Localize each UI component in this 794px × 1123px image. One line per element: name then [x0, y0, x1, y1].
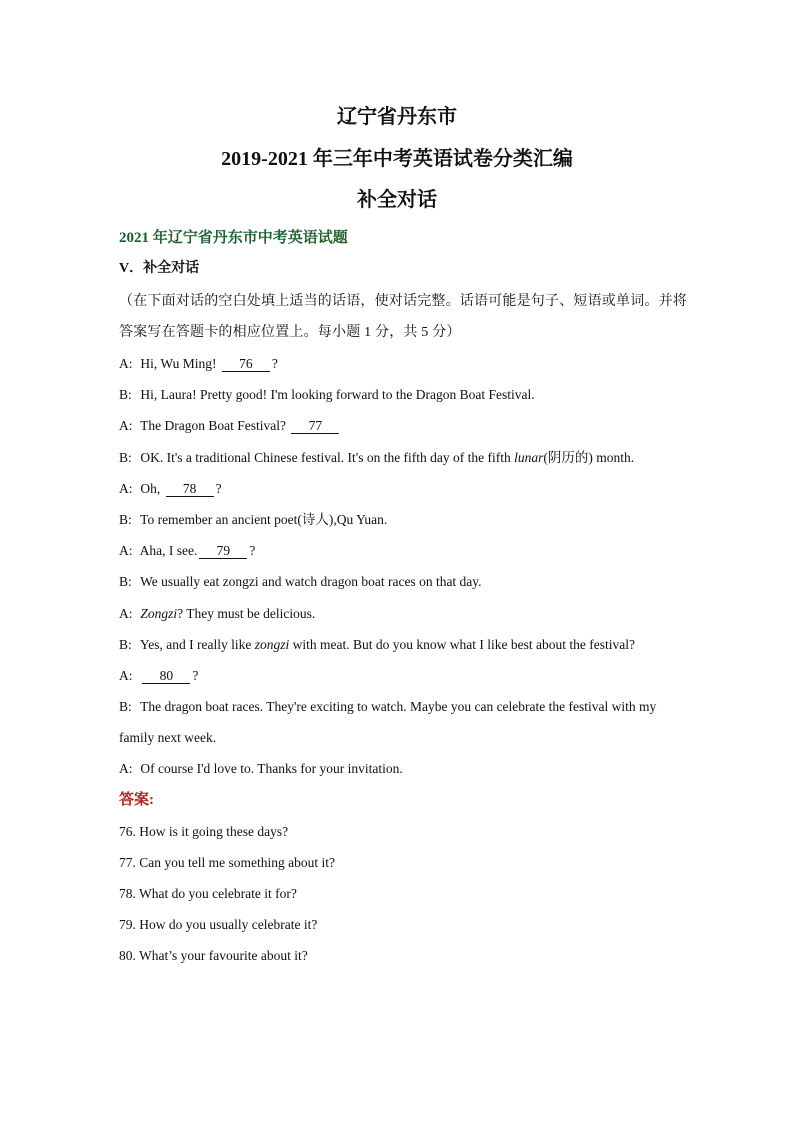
blank-80: 80: [142, 669, 190, 684]
dialogue-line: [119, 753, 689, 784]
dialogue-line: [119, 473, 689, 504]
dialogue-line: [119, 504, 689, 535]
dialogue-line: [119, 660, 689, 691]
line-text-end: ?: [271, 356, 278, 371]
line-text: OK. It's a traditional Chinese festival. It's on the fifth day of the fifth: [140, 449, 511, 465]
line-text: The dragon boat races. They're exciting to watch. Maybe you can celebrate the festival with my family next week.: [119, 699, 657, 746]
blank-76: 76: [222, 357, 270, 372]
speaker-label: A:: [119, 356, 133, 371]
speaker-label: B:: [119, 387, 132, 403]
dialogue-line: [119, 598, 689, 629]
line-text-end: ? They must be delicious.: [177, 605, 316, 621]
line-text-end: ?: [215, 480, 222, 496]
speaker-label: A:: [119, 761, 133, 777]
speaker-label: A:: [119, 543, 133, 559]
dialogue-line: [119, 410, 689, 441]
line-text: The Dragon Boat Festival?: [140, 418, 286, 434]
line-text-end: ?: [192, 667, 199, 683]
answer-item: 76. How is it going these days?: [119, 823, 289, 839]
line-text: To remember an ancient poet(诗人),Qu Yuan.: [140, 511, 388, 527]
speaker-label: A:: [119, 418, 133, 434]
answers-heading: 答案:: [119, 791, 154, 808]
instructions: （在下面对话的空白处填上适当的话语，使对话完整。话语可能是句子、短语或单词。并将答案写在答题卡的相应位置上。每小题 1 分，共 5 分）: [119, 294, 687, 340]
speaker-label: B:: [119, 511, 132, 527]
section-title: 2021 年辽宁省丹东市中考英语试题: [119, 230, 348, 246]
answer-item: 78. What do you celebrate it for?: [119, 886, 297, 902]
dialogue-line: [119, 535, 689, 566]
dialogue-line: [119, 691, 689, 753]
line-text-italic: lunar: [514, 449, 544, 465]
answer-item: 79. How do you usually celebrate it?: [119, 917, 318, 933]
speaker-label: A:: [119, 667, 133, 683]
blank-77: 77: [291, 419, 339, 434]
answer-item: 80. What’s your favourite about it?: [119, 948, 308, 964]
section-subtitle: V．补全对话: [119, 261, 200, 276]
doc-title-region: 辽宁省丹东市: [337, 106, 457, 128]
dialogue-line: [119, 566, 689, 597]
speaker-label: B:: [119, 574, 132, 590]
line-text: Yes, and I really like: [139, 636, 252, 652]
line-text-italic: zongzi: [254, 636, 290, 652]
blank-79: 79: [199, 544, 247, 559]
blank-78: 78: [166, 482, 214, 497]
speaker-label: A:: [119, 605, 133, 621]
line-text-end: with meat. But do you know what I like best about the festival?: [292, 636, 635, 652]
dialogue: [119, 348, 689, 785]
dialogue-line: [119, 442, 689, 473]
line-text: We usually eat zongzi and watch dragon boat races on that day.: [140, 574, 482, 590]
dialogue-line: [119, 348, 689, 379]
line-text: Aha, I see.: [139, 543, 198, 559]
line-text: Of course I'd love to. Thanks for your invitation.: [140, 761, 403, 777]
doc-title-main: 2019-2021 年三年中考英语试卷分类汇编: [221, 148, 573, 170]
line-text-italic: Zongzi: [140, 605, 178, 621]
answers-list: [119, 816, 689, 972]
line-text: Oh,: [140, 480, 161, 496]
answer-item: 77. Can you tell me something about it?: [119, 854, 335, 870]
speaker-label: B:: [119, 636, 132, 652]
dialogue-line: [119, 379, 689, 410]
document-body: [119, 224, 689, 972]
line-text: Hi, Laura! Pretty good! I'm looking forward to the Dragon Boat Festival.: [140, 387, 535, 403]
speaker-label: A:: [119, 480, 133, 496]
speaker-label: B:: [119, 449, 132, 465]
doc-title-topic: 补全对话: [357, 189, 437, 211]
speaker-label: B:: [119, 699, 132, 715]
line-text: Hi, Wu Ming!: [140, 356, 217, 371]
line-text-end: (阴历的) month.: [543, 449, 635, 465]
line-text-end: ?: [249, 543, 256, 559]
dialogue-line: [119, 629, 689, 660]
